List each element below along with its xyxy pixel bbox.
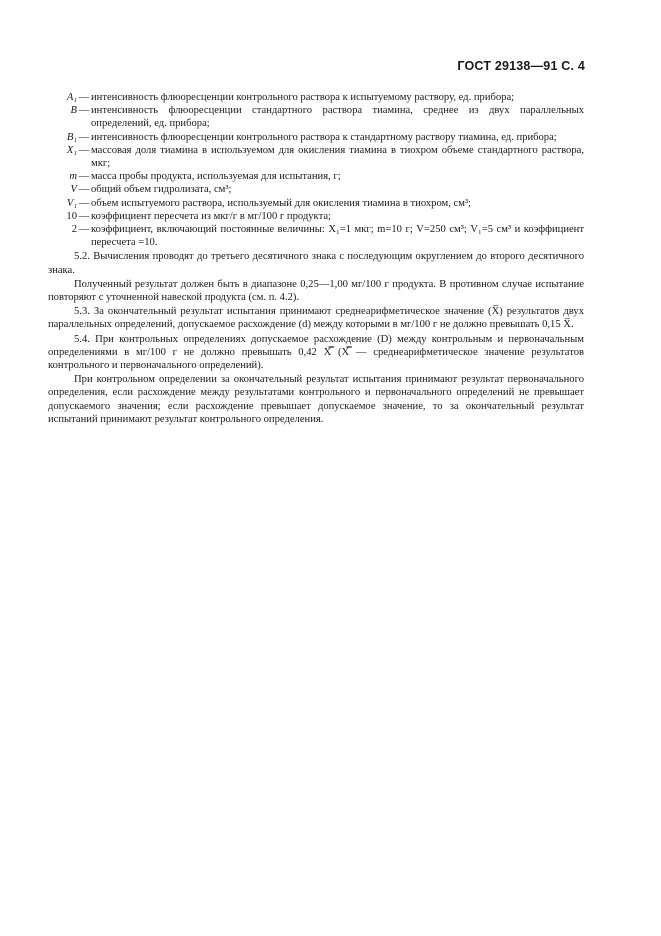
paragraph-5-3: 5.3. За окончательный результат испытания принимают среднеарифметическое значение (X̅) результатов двух параллельных определений, допускаемое расхождение (d) между которыми в мг/100 г не должно превышать 0,15 X̅. bbox=[48, 306, 584, 331]
definition-item bbox=[48, 131, 584, 144]
definition-item bbox=[48, 183, 584, 196]
definition-text: интенсивность флюоресценции стандартного раствора тиамина, среднее из двух параллельных определений, ед. прибора; bbox=[91, 105, 584, 130]
definition-symbol: A₁ bbox=[66, 92, 77, 103]
definition-symbol: V bbox=[70, 184, 77, 196]
definition-text: интенсивность флюоресценции контрольного раствора к стандартному раствору тиамина, ед. прибора; bbox=[91, 131, 557, 143]
definition-dash: — bbox=[78, 197, 90, 209]
definition-text: коэффициент, включающий постоянные величины: X₁=1 мкг; m=10 г; V=250 см³; V₁=5 см³ и коэффициент пересчета =10. bbox=[91, 224, 584, 249]
definition-item bbox=[48, 210, 584, 223]
definition-item bbox=[48, 104, 584, 130]
paragraph-control: При контрольном определении за окончательный результат испытания принимают результат первоначального определения, если расхождение между результатами контрольного и первоначального определений не превышает допускаемого значения; если расхождение превышает допускаемое значение, то за окончательный результат испытаний принимают результат контрольного определения. bbox=[48, 374, 584, 425]
definition-symbol: B bbox=[70, 105, 77, 117]
definition-dash: — bbox=[78, 171, 90, 183]
document-body bbox=[48, 91, 584, 426]
definition-symbol: m bbox=[69, 171, 77, 183]
definition-text: масса пробы продукта, используемая для испытания, г; bbox=[91, 171, 341, 183]
definition-symbol: 2 bbox=[71, 224, 77, 236]
definition-text: общий объем гидролизата, см³; bbox=[91, 184, 232, 196]
definition-dash: — bbox=[78, 105, 90, 117]
definition-item bbox=[48, 91, 584, 104]
definition-symbol: 10 bbox=[66, 210, 77, 222]
definition-text: коэффициент пересчета из мкг/г в мг/100 г продукта; bbox=[91, 210, 331, 222]
paragraph-5-4: 5.4. При контрольных определениях допускаемое расхождение (D) между контрольным и первоначальным определениями в мг/100 г не должно превышать 0,42 X̿ (X̿ — среднеарифметическое значение результатов контрольного и первоначального определений). bbox=[48, 333, 584, 372]
definition-item bbox=[48, 223, 584, 249]
definition-text: объем испытуемого раствора, используемый для окисления тиамина в тиохром, см³; bbox=[91, 197, 472, 209]
definition-symbol: V₁ bbox=[66, 197, 77, 209]
definition-dash: — bbox=[78, 210, 90, 222]
definition-item bbox=[48, 170, 584, 183]
definition-dash: — bbox=[78, 144, 90, 156]
definition-dash: — bbox=[78, 92, 90, 103]
page-header-title: ГОСТ 29138—91 С. 4 bbox=[457, 59, 585, 73]
definition-text: массовая доля тиамина в используемом для окисления тиамина в тиохром объеме стандартного раствора, мкг; bbox=[91, 144, 584, 170]
definition-item bbox=[48, 144, 584, 170]
definition-dash: — bbox=[78, 224, 90, 236]
definitions-list bbox=[48, 91, 584, 249]
definition-dash: — bbox=[78, 131, 90, 143]
definition-symbol: X₁ bbox=[66, 144, 77, 156]
definition-symbol: B₁ bbox=[66, 131, 77, 143]
paragraph-5-2: 5.2. Вычисления проводят до третьего десятичного знака с последующим округлением до второго десятичного знака. bbox=[48, 251, 584, 276]
definition-item bbox=[48, 197, 584, 210]
definition-text: интенсивность флюоресценции контрольного раствора к испытуемому раствору, ед. прибора; bbox=[91, 92, 515, 103]
paragraph-range: Полученный результат должен быть в диапазоне 0,25—1,00 мг/100 г продукта. В противном случае испытание повторяют с уточненной навеской продукта (см. п. 4.2). bbox=[48, 278, 584, 304]
definition-dash: — bbox=[78, 184, 90, 196]
